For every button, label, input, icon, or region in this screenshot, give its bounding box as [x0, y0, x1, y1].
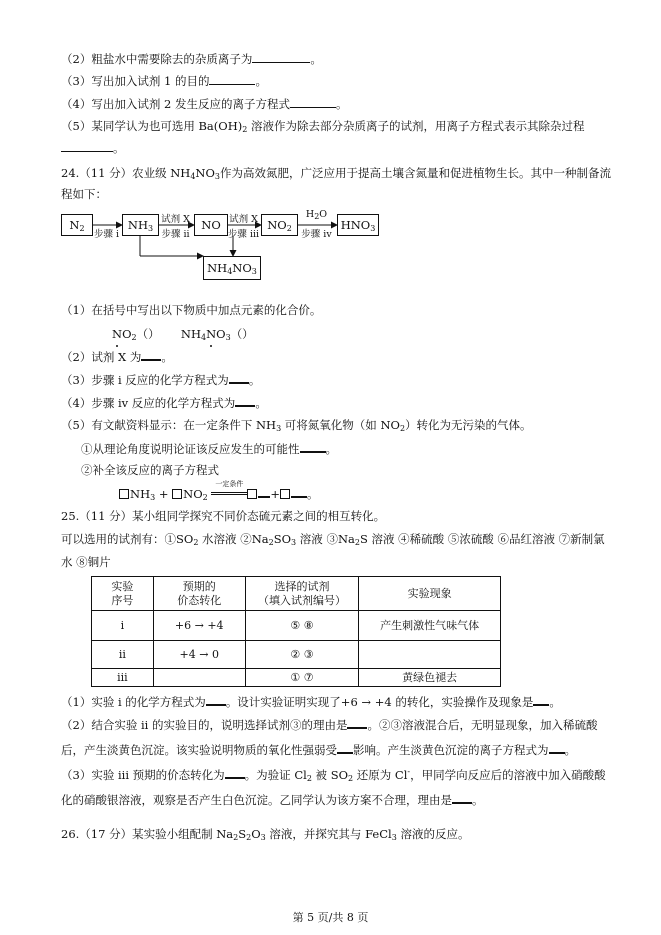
q25-s2: （2）结合实验 ii 的实验目的，说明选择试剂③的理由是 。②③溶液混合后，无明显现象，加入稀硫酸: [61, 718, 598, 732]
q24-equation: $NH_3 + NO_2$ 一定条件 + 。: [119, 485, 319, 502]
experiment-table: [91, 576, 501, 687]
q23-p4: （4）写出加入试剂 2 发生反应的离子方程式 。: [61, 97, 348, 111]
header-cell: 实验 序号: [92, 577, 154, 611]
answer-blank[interactable]: [235, 394, 255, 407]
answer-blank[interactable]: [206, 693, 226, 706]
flow-node-nh4no3: $NH_4NO_3$: [203, 256, 261, 280]
q23-p5-cont: 。: [61, 140, 125, 156]
answer-blank[interactable]: [337, 741, 353, 754]
coefficient-box[interactable]: [119, 489, 129, 499]
answer-blank[interactable]: [549, 741, 565, 754]
table-row: [92, 611, 501, 641]
q25-s2-cont: 后，产生淡黄色沉淀。该实验说明物质的氧化性强弱受 影响。产生淡黄色沉淀的离子方程式为 。: [61, 743, 576, 757]
q24-s4: （4）步骤 iv 反应的化学方程式为 。: [61, 396, 267, 410]
table-cell: ⑤ ⑧: [245, 611, 359, 641]
coefficient-box[interactable]: [247, 489, 257, 499]
answer-blank[interactable]: [300, 440, 326, 453]
page-footer: 第 5 页/共 8 页: [292, 911, 369, 924]
q23-p5: （5）某同学认为也可选用 $Ba(OH)_2$ 溶液作为除去部分杂质离子的试剂，用离子方程式表示其除杂过程: [61, 119, 585, 134]
q25-reagents-cont: 水 ⑧铜片: [61, 555, 111, 569]
table-cell: ii: [92, 641, 154, 669]
flow-step-2: 步骤 ii: [161, 229, 190, 240]
table-cell[interactable]: [359, 641, 501, 669]
table-cell: ① ⑦: [245, 669, 359, 687]
q24-s5-i: ①从理论角度说明论证该反应发生的可能性 。: [81, 442, 337, 456]
flow-arrows: [0, 0, 661, 300]
flow-reagent-2: 试剂 X: [161, 214, 190, 225]
flow-reagent-3: 试剂 X: [229, 214, 258, 225]
q24-s3: （3）步骤 i 反应的化学方程式为 。: [61, 373, 261, 387]
q23-p3: （3）写出加入试剂 1 的目的 。: [61, 74, 267, 88]
answer-blank[interactable]: [229, 371, 249, 384]
table-header-row: [92, 577, 501, 611]
answer-blank[interactable]: [452, 791, 472, 804]
header-cell: 实验现象: [359, 577, 501, 611]
table-cell: 产生刺激性气味气体: [359, 611, 501, 641]
answer-blank[interactable]: [347, 716, 367, 729]
q23-p2: （2）粗盐水中需要除去的杂质离子为 。: [61, 52, 322, 66]
table-cell: +4 → 0: [153, 641, 245, 669]
coefficient-box[interactable]: [172, 489, 182, 499]
answer-blank[interactable]: [533, 693, 549, 706]
q24-s1-items: $NO_2()$ $NH_4NO_3()$: [112, 327, 254, 342]
q24-intro: 24.（11 分）农业级 $NH_4NO_3$作为高效氮肥，广泛应用于提高土壤含氮量和促进植物生长。其中一种制备流: [61, 166, 612, 181]
table-cell[interactable]: [153, 669, 245, 687]
q24-s5: （5）有文献资料显示：在一定条件下 $NH_3$ 可将氮氧化物（如 $NO_2$）转化为无污染的气体。: [61, 418, 532, 433]
q24-s5-ii: ②补全该反应的离子方程式: [81, 463, 219, 477]
table-row: [92, 669, 501, 687]
q25-reagents: 可以选用的试剂有：$①SO_2$ 水溶液 $②Na_2SO_3$ 溶液 $③Na_2S$ 溶液 ④稀硫酸 ⑤浓硫酸 ⑥品红溶液 ⑦新制氯: [61, 532, 605, 547]
flow-step-4: 步骤 iv: [301, 229, 332, 240]
table-cell: iii: [92, 669, 154, 687]
q24-s1: （1）在括号中写出以下物质中加点元素的化合价。: [61, 303, 322, 317]
table-cell: ② ③: [245, 641, 359, 669]
q25-s1: （1）实验 i 的化学方程式为 。设计实验证明实现了+6 → +4 的转化，实验操作及现象是 。: [61, 695, 561, 709]
reaction-arrow: 一定条件: [211, 486, 247, 498]
answer-blank[interactable]: [225, 766, 245, 779]
flow-node-hno3: $HNO_3$: [337, 214, 379, 236]
flow-node-no: NO: [194, 214, 228, 236]
q25-s3-cont: 化的硝酸银溶液，观察是否产生白色沉淀。乙同学认为该方案不合理，理由是 。: [61, 793, 484, 807]
q26-intro: 26.（17 分）某实验小组配制 $Na_2S_2O_3$ 溶液，并探究其与 FeCl$_3$ 溶液的反应。: [61, 827, 470, 842]
answer-blank[interactable]: [291, 485, 307, 498]
q25-s3: （3）实验 iii 预期的价态转化为 。为验证 $Cl_2$ 被 $SO_2$ 还原为 Cl-，甲同学向反应后的溶液中加入硝酸酸: [61, 767, 606, 783]
q24-s2: （2）试剂 X 为 。: [61, 350, 173, 364]
table-row: [92, 641, 501, 669]
flow-step-3: 步骤 iii: [227, 229, 260, 240]
header-cell: 预期的 价态转化: [153, 577, 245, 611]
q24-intro-cont: 程如下：: [61, 187, 107, 201]
q25-intro: 25.（11 分）某小组同学探究不同价态硫元素之间的相互转化。: [61, 509, 386, 523]
flow-step-1: 步骤 i: [93, 229, 120, 240]
flow-node-no2: $NO_2$: [261, 214, 298, 236]
flow-node-nh3: $NH_3$: [122, 214, 159, 236]
table-cell: 黄绿色褪去: [359, 669, 501, 687]
flow-node-n2: $N_2$: [61, 214, 93, 236]
answer-blank[interactable]: [258, 485, 270, 498]
table-cell: i: [92, 611, 154, 641]
header-cell: 选择的试剂 （填入试剂编号）: [245, 577, 359, 611]
flow-reagent-4: $H_2O$: [305, 209, 328, 221]
coefficient-box[interactable]: [280, 489, 290, 499]
answer-blank[interactable]: [141, 348, 161, 361]
table-cell: +6 → +4: [153, 611, 245, 641]
